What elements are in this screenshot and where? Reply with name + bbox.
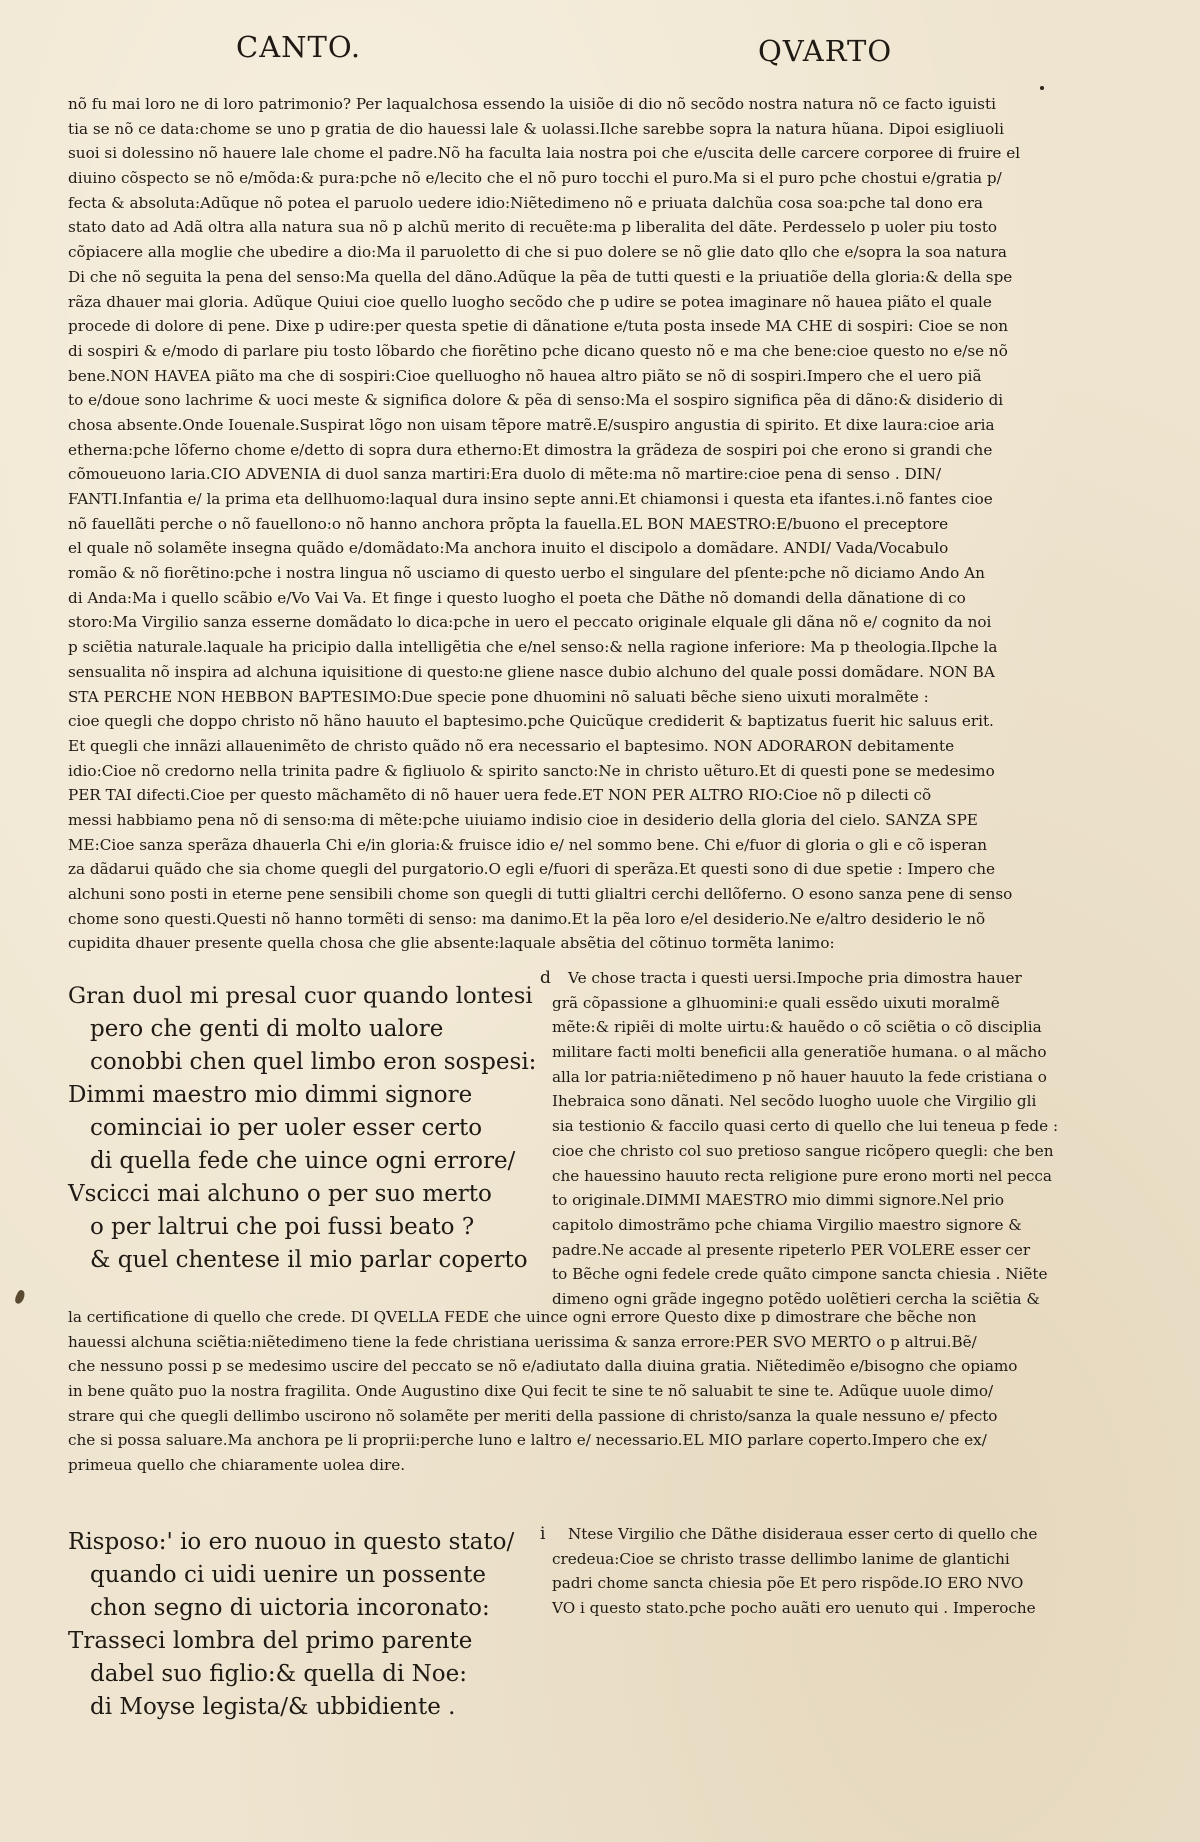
verse-2-line: dabel suo figlio:& quella di Noe: (90, 1661, 467, 1687)
gloss-1-line: mẽte:& ripiẽi di molte uirtu:& hauẽdo o cõ sciẽtia o cõ disciplia (552, 1018, 1042, 1037)
gloss-1-line: dimeno ogni grãde ingegno potẽdo uolẽtieri cercha la sciẽtia & (552, 1289, 1040, 1308)
verse-1-line: pero che genti di molto ualore (90, 1016, 444, 1042)
commentary-top-line: to e/doue sono lachrime & uoci meste & significa dolore & pẽa di senso:Ma el sospiro significa pẽa di dãno:& disiderio di (68, 391, 1004, 410)
gloss-1-line: padre.Ne accade al presente ripeterlo PER VOLERE esser cer (552, 1240, 1031, 1259)
gloss-block-1 (534, 966, 1114, 1312)
commentary-top-line: tia se nõ ce data:chome se uno p gratia de dio hauessi lale & uolassi.Ilche sarebbe sopra la natura hũana. Dipoi esigliuoli (68, 119, 1004, 138)
ink-blot (13, 1289, 26, 1305)
commentary-top-line: stato dato ad Adã oltra alla natura sua nõ p alchũ merito di recuẽte:ma p liberalita del dãte. Perdesselo p uoler piu tosto (68, 218, 998, 237)
gloss-2-line: padri chome sancta chiesia põe Et pero rispõde.IO ERO NVO (552, 1574, 1024, 1593)
commentary-bottom (68, 1305, 1118, 1478)
verse-2-line: Risposo:' io ero nuouo in questo stato/ (68, 1529, 515, 1555)
commentary-top-line: sensualita nõ inspira ad alchuna iquisitione di questo:ne gliene nasce dubio alchuno del quale possi domãdare. NON BA (68, 662, 995, 681)
commentary-top-line: di sospiri & e/modo di parlare piu tosto lõbardo che fiorẽtino pche dicano questo nõ e ma che bene:cioe questo no e/se nõ (68, 341, 1008, 360)
gloss-1-line: to Bẽche ogni fedele crede quãto cimpone sancta chiesia . Niẽte (552, 1265, 1048, 1284)
commentary-bottom-line: in bene quãto puo la nostra fragilita. Onde Augustino dixe Qui fecit te sine te nõ saluabit te sine te. Adũque uuole dimo/ (68, 1382, 994, 1401)
gloss-block-2 (534, 1522, 1114, 1621)
gloss-1-line: militare facti molti beneficii alla generatiõe humana. o al mãcho (552, 1043, 1047, 1062)
commentary-top-line: di Anda:Ma i quello scãbio e/Vo Vai Va. Et finge i questo luogho el poeta che Dãthe nõ domandi della dãnatione di co (68, 588, 966, 607)
commentary-top (68, 92, 1118, 956)
gloss-1-line: alla lor patria:niẽtedimeno p nõ hauer hauuto la fede cristiana o (552, 1067, 1047, 1086)
commentary-bottom-line: che si possa saluare.Ma anchora pe li proprii:perche luno e laltro e/ necessario.EL MIO parlare coperto.Impero che ex/ (68, 1431, 987, 1450)
gloss-initial-1: d (540, 968, 551, 988)
verse-1-line: conobbi chen quel limbo eron sospesi: (90, 1049, 537, 1075)
commentary-top-line: storo:Ma Virgilio sanza esserne domãdato lo dica:pche in uero el peccato originale elquale gli dãna nõ e/ cognito da noi (68, 613, 992, 632)
verse-1-line: Vscicci mai alchuno o per suo merto (68, 1181, 492, 1207)
verse-2-line: di Moyse legista/& ubbidiente . (90, 1694, 456, 1720)
commentary-top-line: nõ fu mai loro ne di loro patrimonio? Per laqualchosa essendo la uisiõe di dio nõ secõdo nostra natura nõ ce facto iguisti (68, 95, 996, 113)
verse-block-1 (68, 980, 538, 1277)
commentary-top-line: procede di dolore di pene. Dixe p udire:per questa spetie di dãnatione e/tuta posta insede MA CHE di sospiri: Cioe se non (68, 317, 1009, 336)
gloss-1-line: grã cõpassione a glhuomini:e quali essẽdo uixuti moralmẽ (552, 993, 1000, 1012)
commentary-top-line: idio:Cioe nõ credorno nella trinita padre & figliuolo & spirito sancto:Ne in christo uẽturo.Et di questi pone se medesimo (68, 761, 995, 780)
verse-1-line: o per laltrui che poi fussi beato ? (90, 1214, 475, 1240)
commentary-top-line: nõ fauellãti perche o nõ fauellono:o nõ hanno anchora prõpta la fauella.EL BON MAESTRO:E/buono el preceptore (68, 514, 949, 533)
commentary-bottom-line: la certificatione di quello che crede. DI QVELLA FEDE che uince ogni errore Questo dixe p dimostrare che bẽche non (68, 1308, 977, 1326)
commentary-top-line: cõmoueuono laria.CIO ADVENIA di duol sanza martiri:Era duolo di mẽte:ma nõ martire:cioe pena di senso . DIN/ (68, 465, 942, 484)
commentary-top-line: etherna:pche lõferno chome e/detto di sopra dura etherno:Et dimostra la grãdeza de sospiri poi che erono si grandi che (68, 440, 993, 459)
gloss-1-line: capitolo dimostrãmo pche chiama Virgilio maestro signore & (552, 1215, 1022, 1234)
commentary-top-line: chosa absente.Onde Iouenale.Suspirat lõgo non uisam tẽpore matrẽ.E/suspiro angustia di spirito. Et dixe laura:cioe aria (68, 415, 995, 434)
gloss-2-line: Ntese Virgilio che Dãthe disideraua esser certo di quello che (568, 1525, 1038, 1543)
verse-2-line: chon segno di uictoria incoronato: (90, 1595, 490, 1621)
commentary-bottom-line: primeua quello che chiaramente uolea dire. (68, 1456, 406, 1475)
commentary-bottom-line: strare qui che quegli dellimbo uscirono nõ solamẽte per meriti della passione di christo/sanza la quale nessuno e/ pfecto (68, 1406, 998, 1425)
gloss-1-line: Ihebraica sono dãnati. Nel secõdo luogho uuole che Virgilio gli (552, 1092, 1037, 1111)
gloss-1-line: to originale.DIMMI MAESTRO mio dimmi signore.Nel prio (552, 1191, 1004, 1210)
commentary-top-line: Di che nõ seguita la pena del senso:Ma quella del dãno.Adũque la pẽa de tutti questi e la priuatiõe della gloria:& della spe (68, 267, 1013, 286)
gloss-1-line: sia testionio & faccilo quasi certo di quello che lui teneua p fede : (552, 1117, 1059, 1136)
gloss-2-line: VO i questo stato.pche pocho auãti ero uenuto qui . Imperoche (552, 1599, 1036, 1618)
verse-2-line: Trasseci lombra del primo parente (68, 1628, 473, 1654)
commentary-top-line: messi habbiamo pena nõ di senso:ma di mẽte:pche uiuiamo indisio cioe in desiderio della gloria del cielo. SANZA SPE (68, 810, 978, 829)
verse-2-line: quando ci uidi uenire un possente (90, 1562, 486, 1588)
ink-dot (1040, 86, 1044, 90)
commentary-top-line: fecta & absoluta:Adũque nõ potea el paruolo uedere idio:Niẽtedimeno nõ e priuata dalchũa cosa soa:pche tal dono era (68, 193, 983, 212)
commentary-top-line: FANTI.Infantia e/ la prima eta dellhuomo:laqual dura insino septe anni.Et chiamonsi i questa eta ifantes.i.nõ fantes cioe (68, 490, 993, 508)
verse-block-2 (68, 1526, 538, 1724)
commentary-top-line: diuino cõspecto se nõ e/mõda:& pura:pche nõ e/lecito che el nõ puro tocchi el puro.Ma si el puro pche chostui e/gratia p/ (68, 169, 1002, 188)
running-head-left: CANTO. (236, 30, 362, 64)
commentary-top-line: cõpiacere alla moglie che ubedire a dio:Ma il paruoletto di che si puo dolere se nõ glie dato qllo che e/sopra la soa natura (68, 243, 1007, 262)
verse-1-line: Gran duol mi presal cuor quando lontesi (68, 983, 533, 1009)
commentary-top-line: za dãdarui quãdo che sia chome quegli del purgatorio.O egli e/fuori di sperãza.Et questi sono di due spetie : Impero che (68, 860, 996, 879)
running-head (0, 30, 1200, 74)
verse-1-line: & quel chentese il mio parlar coperto (90, 1247, 528, 1273)
commentary-top-line: romão & nõ fiorẽtino:pche i nostra lingua nõ usciamo di questo uerbo el singulare del pſente:pche nõ diciamo Ando An (68, 564, 985, 583)
commentary-top-line: suoi si dolessino nõ hauere lale chome el padre.Nõ ha faculta laia nostra poi che e/uscita delle carcere corporee di fruire el (68, 144, 1021, 163)
running-head-right: QVARTO (758, 34, 893, 68)
commentary-top-line: ME:Cioe sanza sperãza dhauerla Chi e/in gloria:& fruisce idio e/ nel sommo bene. Chi e/fuor di gloria o gli e cõ isperan (68, 835, 987, 854)
commentary-top-line: el quale nõ solamẽte insegna quãdo e/domãdato:Ma anchora inuito el discipolo a domãdare. ANDI/ Vada/Vocabulo (68, 539, 949, 558)
commentary-top-line: Et quegli che innãzi allauenimẽto de christo quãdo nõ era necessario el baptesimo. NON ADORARON debitamente (68, 736, 955, 755)
verse-1-line: Dimmi maestro mio dimmi signore (68, 1082, 473, 1108)
commentary-top-line: rãza dhauer mai gloria. Adũque Quiui cioe quello luogho secõdo che p udire se potea imaginare nõ hauea piãto el quale (68, 292, 992, 311)
gloss-initial-2: i (540, 1524, 546, 1544)
commentary-top-line: PER TAI difecti.Cioe per questo mãchamẽto di nõ hauer uera fede.ET NON PER ALTRO RIO:Cioe nõ p dilecti cõ (68, 786, 932, 805)
commentary-top-line: STA PERCHE NON HEBBON BAPTESIMO:Due specie pone dhuomini nõ saluati bẽche sieno uixuti moralmẽte : (68, 687, 929, 706)
commentary-top-line: alchuni sono posti in eterne pene sensibili chome son quegli di tutti glialtri cerchi dellõferno. O esono sanza pene di senso (68, 885, 1013, 903)
verse-1-line: cominciai io per uoler esser certo (90, 1115, 483, 1141)
commentary-bottom-line: che nessuno possi p se medesimo uscire del peccato se nõ e/adiutato dalla diuina gratia. Niẽtedimẽo e/bisogno che opiamo (68, 1357, 1018, 1376)
commentary-top-line: bene.NON HAVEA piãto ma che di sospiri:Cioe quelluogho nõ hauea altro piãto se nõ di sospiri.Impero che el uero piã (68, 366, 982, 385)
verse-1-line: di quella fede che uince ogni errore/ (90, 1148, 516, 1174)
commentary-top-line: cupidita dhauer presente quella chosa che glie absente:laquale absẽtia del cõtinuo tormẽta lanimo: (68, 934, 835, 953)
commentary-top-line: cioe quegli che doppo christo nõ hãno hauuto el baptesimo.pche Quicũque crediderit & baptizatus fuerit hic saluus erit. (68, 712, 994, 731)
commentary-top-line: chome sono questi.Questi nõ hanno tormẽti di senso: ma danimo.Et la pẽa loro e/el desiderio.Ne e/altro desiderio le nõ (68, 909, 986, 928)
gloss-1-line: che hauessino hauuto recta religione pure erono morti nel pecca (552, 1166, 1052, 1185)
gloss-2-line: credeua:Cioe se christo trasse dellimbo lanime de glantichi (552, 1549, 1010, 1568)
gloss-1-line: Ve chose tracta i questi uersi.Impoche pria dimostra hauer (568, 969, 1022, 987)
gloss-1-line: cioe che christo col suo pretioso sangue ricõpero quegli: che ben (552, 1141, 1054, 1160)
commentary-bottom-line: hauessi alchuna sciẽtia:niẽtedimeno tiene la fede christiana uerissima & sanza errore:PER SVO MERTO o p altrui.Bẽ/ (68, 1332, 977, 1351)
commentary-top-line: p sciẽtia naturale.laquale ha pricipio dalla intelligẽtia che e/nel senso:& nella ragione inferiore: Ma p theologia.Ilpche la (68, 638, 998, 657)
